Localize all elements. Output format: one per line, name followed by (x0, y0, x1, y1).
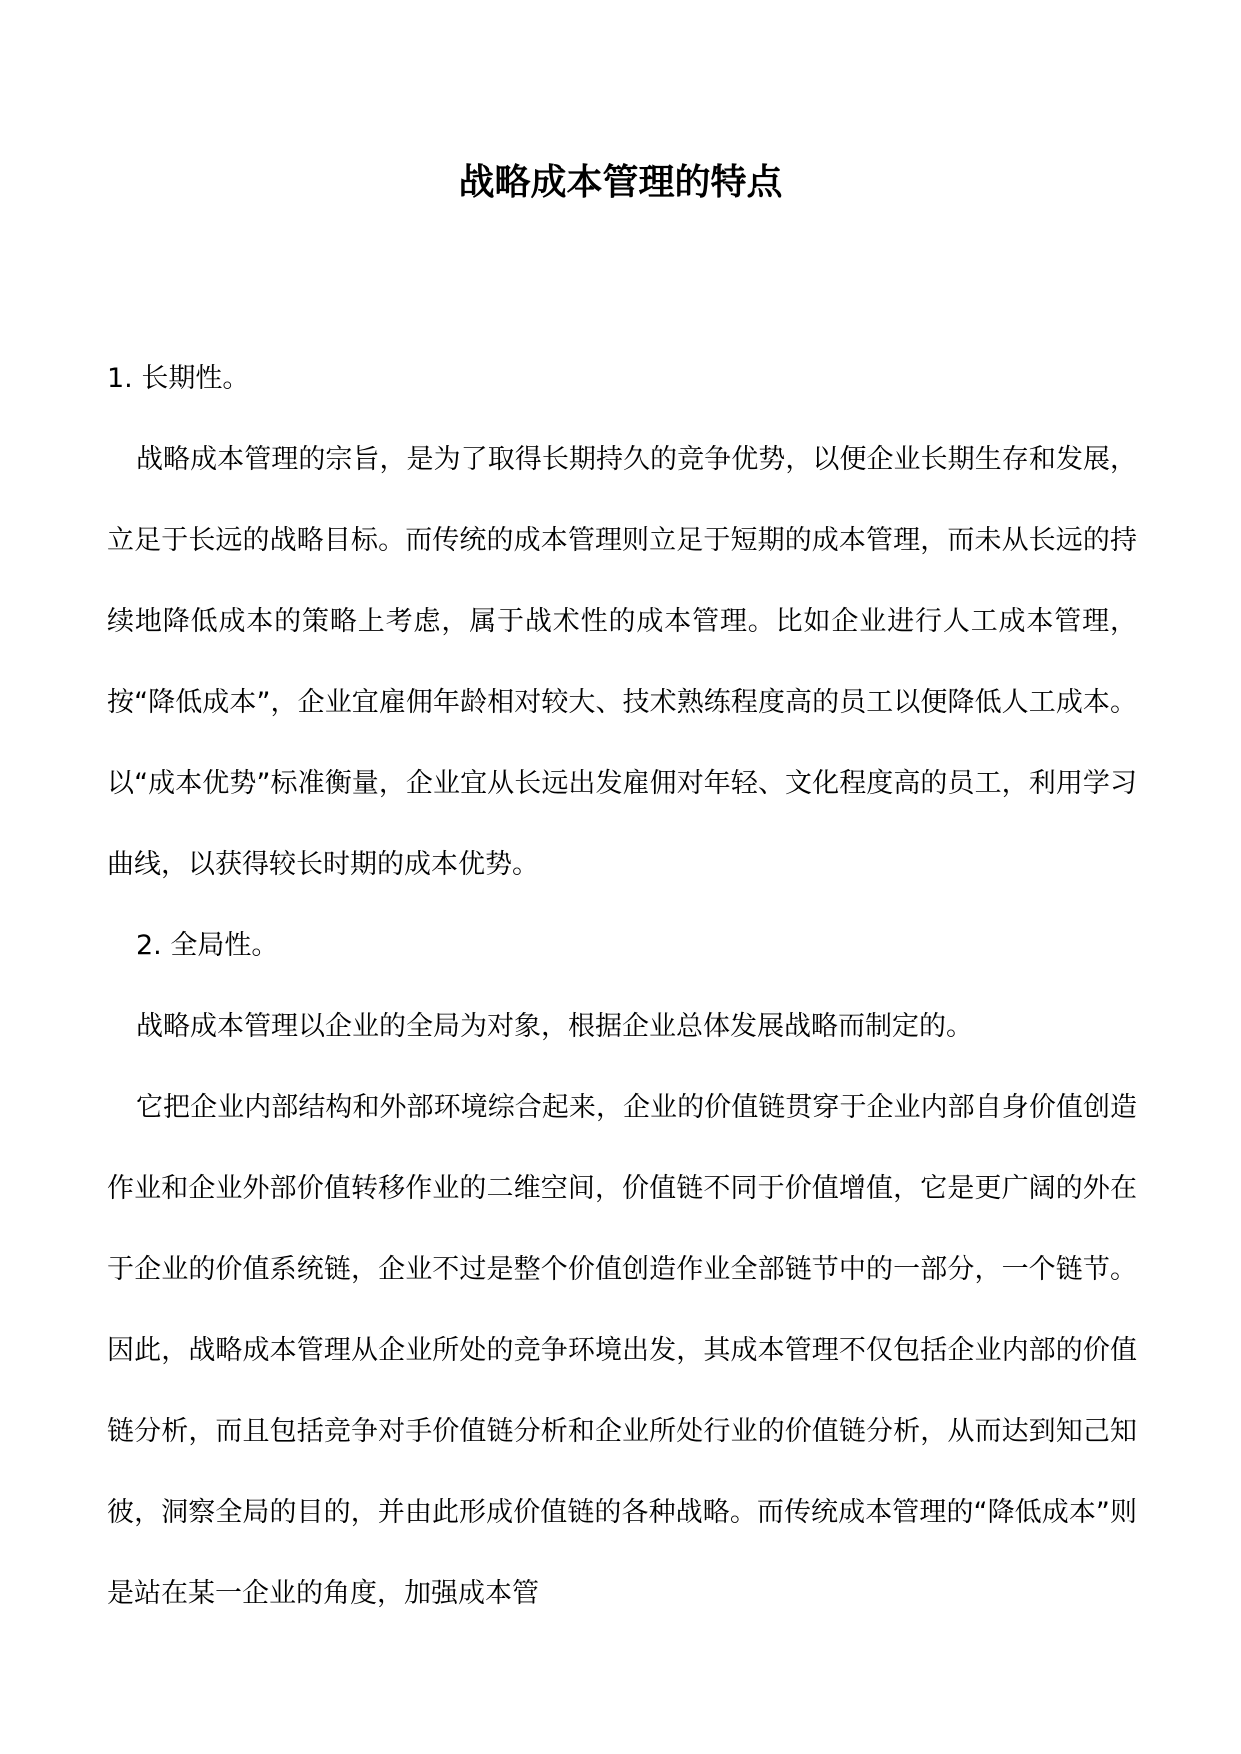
document-title: 战略成本管理的特点 (458, 161, 783, 203)
section-2-paragraph-2: 它把企业内部结构和外部环境综合起来，企业的价值链贯穿于企业内部自身价值创造作业和企业外部价值转移作业的二维空间，价值链不同于价值增值，它是更广阔的外在于企业的价值系统链，企业不过是整个价值创造作业全部链节中的一部分，一个链节。因此，战略成本管理从企业所处的竞争环境出发，其成本管理不仅包括企业内部的价值链分析，而且包括竞争对手价值链分析和企业所处行业的价值链分析，从而达到知己知彼，洞察全局的目的，并由此形成价值链的各种战略。而传统成本管理的“降低成本”则是站在某一企业的角度，加强成本管 (107, 1092, 1137, 1609)
document-body (107, 338, 1137, 1634)
section-1-heading: 1. 长期性。 (107, 363, 250, 394)
section-1-paragraph: 战略成本管理的宗旨，是为了取得长期持久的竞争优势，以便企业长期生存和发展，立足于长远的战略目标。而传统的成本管理则立足于短期的成本管理，而未从长远的持续地降低成本的策略上考虑，属于战术性的成本管理。比如企业进行人工成本管理，按“降低成本”，企业宜雇佣年龄相对较大、技术熟练程度高的员工以便降低人工成本。以“成本优势”标准衡量，企业宜从长远出发雇佣对年轻、文化程度高的员工，利用学习曲线，以获得较长时期的成本优势。 (107, 444, 1137, 880)
section-2-heading: 2. 全局性。 (136, 930, 279, 961)
section-2-paragraph-1: 战略成本管理以企业的全局为对象，根据企业总体发展战略而制定的。 (136, 1011, 973, 1042)
